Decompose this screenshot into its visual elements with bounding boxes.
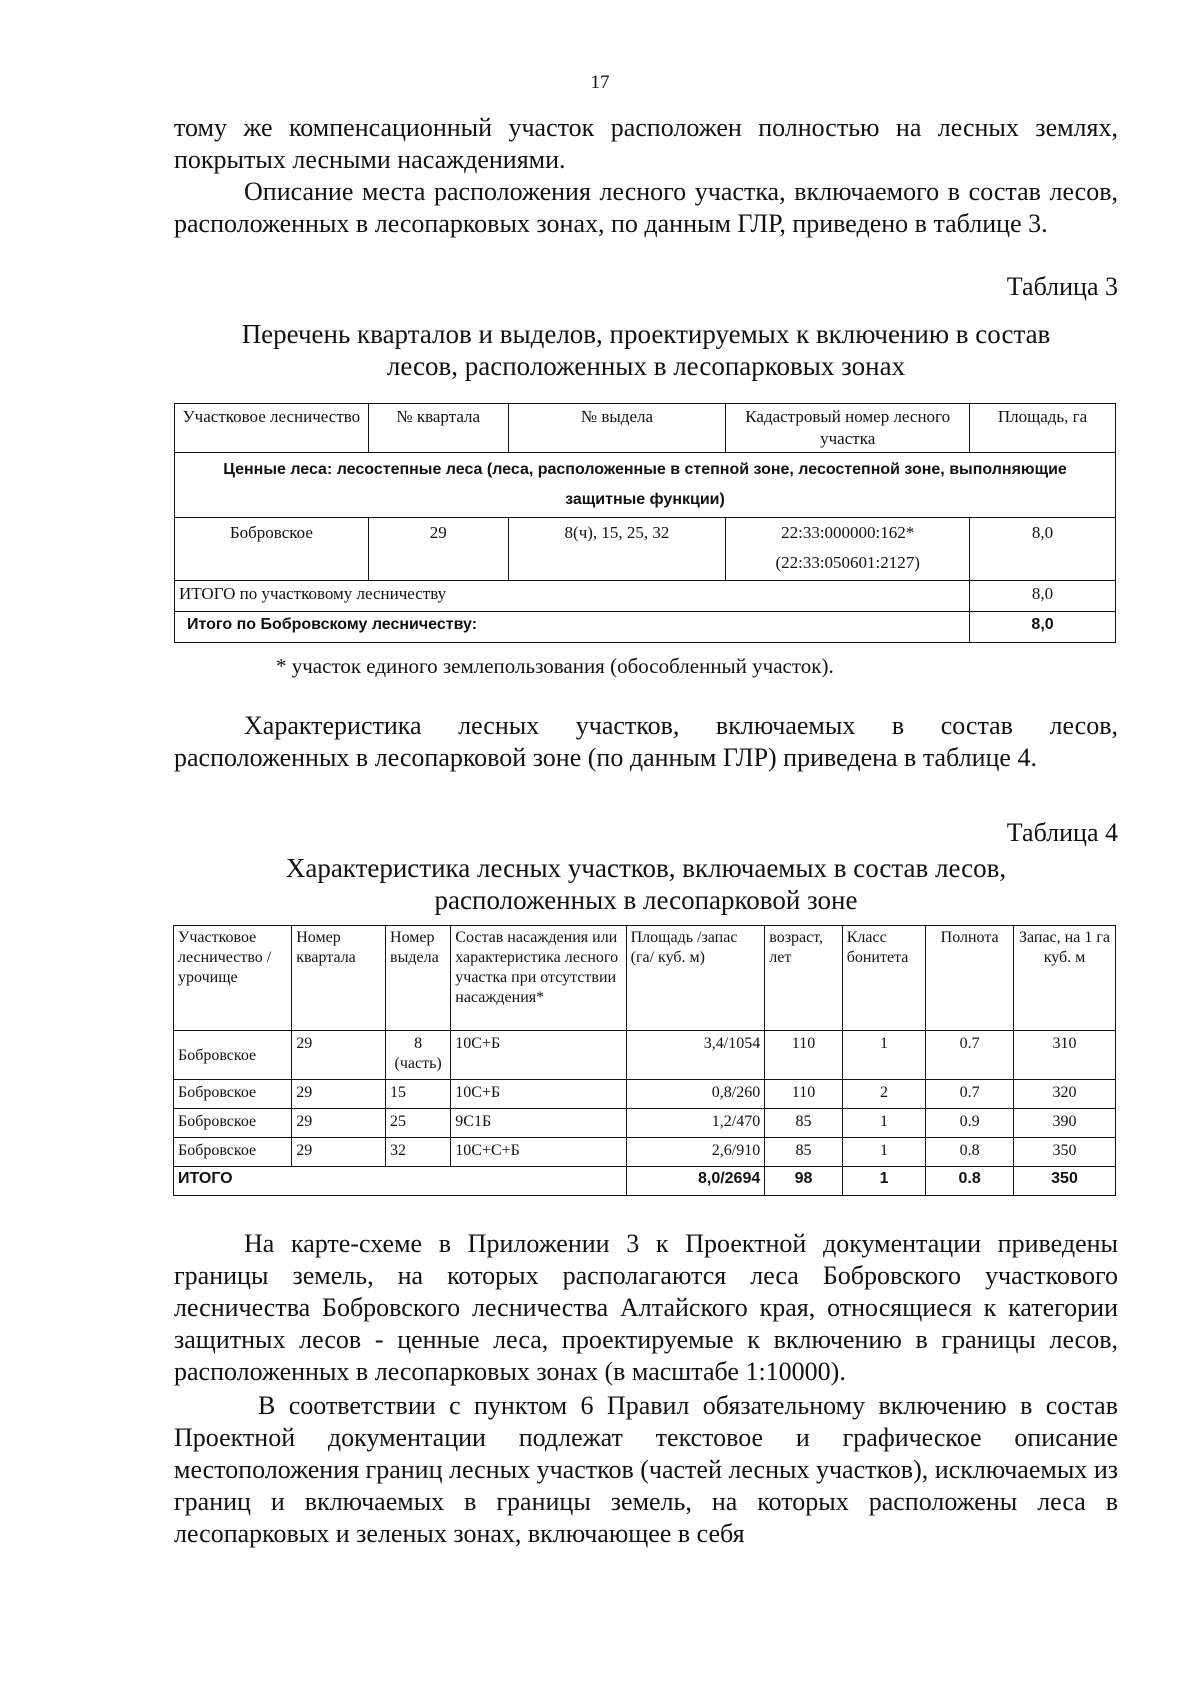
table4-header-cell: Запас, на 1 га куб. м bbox=[1013, 926, 1115, 1031]
table4-total-area-stock: 8,0/2694 bbox=[626, 1167, 765, 1196]
table4-cell-composition: 10С+Б bbox=[451, 1031, 626, 1080]
table4-cell-stock-ha: 350 bbox=[1013, 1138, 1115, 1167]
table-4 bbox=[173, 925, 1116, 1196]
table3-cell-quarter: 29 bbox=[368, 518, 508, 581]
table4-title-line1: Характеристика лесных участков, включаемых в состав лесов, bbox=[285, 853, 1007, 883]
table3-cell-area: 8,0 bbox=[970, 518, 1116, 581]
table4-title-line2: расположенных в лесопарковой зоне bbox=[434, 885, 858, 915]
table4-cell-age: 85 bbox=[765, 1138, 842, 1167]
page-number: 17 bbox=[590, 72, 610, 93]
table3-subtotal-value: 8,0 bbox=[970, 581, 1116, 612]
table4-cell-quarter: 29 bbox=[292, 1138, 386, 1167]
table-row bbox=[174, 1031, 1116, 1080]
table4-cell-composition: 10С+С+Б bbox=[451, 1138, 626, 1167]
table4-header-cell: возраст, лет bbox=[765, 926, 842, 1031]
table4-cell-composition: 9С1Б bbox=[451, 1109, 626, 1138]
table4-total-row bbox=[174, 1167, 1116, 1196]
table4-header-cell: Номер квартала bbox=[292, 926, 386, 1031]
table4-cell-area-stock: 0,8/260 bbox=[626, 1080, 765, 1109]
table4-cell-stock-ha: 390 bbox=[1013, 1109, 1115, 1138]
table4-cell-area-stock: 3,4/1054 bbox=[626, 1031, 765, 1080]
paragraph-5: В соответствии с пунктом 6 Правил обязательному включению в состав Проектной документации подлежат текстовое и графическое описание местоположения границ лесных участков (частей лесных участков), исключаемых из границ и включаемых в границы земель, на которых расположены леса в лесопарковых и зеленых зонах, включающее в себя bbox=[174, 1391, 1118, 1548]
table4-header-cell: Полнота bbox=[926, 926, 1014, 1031]
table4-header-cell: Площадь /запас (га/ куб. м) bbox=[626, 926, 765, 1031]
table4-header-cell: Класс бонитета bbox=[842, 926, 926, 1031]
table4-cell-class: 1 bbox=[842, 1109, 926, 1138]
table3-total-row bbox=[175, 612, 1116, 643]
table3-cell-allotments: 8(ч), 15, 25, 32 bbox=[508, 518, 726, 581]
table4-total-density: 0.8 bbox=[926, 1167, 1014, 1196]
table-row bbox=[174, 1080, 1116, 1109]
table4-cell-density: 0.8 bbox=[926, 1138, 1014, 1167]
table3-section-title: Ценные леса: лесостепные леса (леса, расположенные в степной зоне, лесостепной зоне, выполняющие защитные функции) bbox=[175, 453, 1116, 518]
table4-cell-forestry: Бобровское bbox=[174, 1080, 292, 1109]
table3-footnote: * участок единого землепользования (обособленный участок). bbox=[276, 654, 834, 678]
table4-cell-class: 1 bbox=[842, 1138, 926, 1167]
table4-cell-allot: 25 bbox=[386, 1109, 451, 1138]
table4-total-stock-ha: 350 bbox=[1013, 1167, 1115, 1196]
table3-total-value: 8,0 bbox=[970, 612, 1116, 643]
table4-total-class: 1 bbox=[842, 1167, 926, 1196]
table4-cell-area-stock: 1,2/470 bbox=[626, 1109, 765, 1138]
table-row bbox=[174, 1109, 1116, 1138]
table3-header-row bbox=[175, 404, 1116, 453]
table4-cell-stock-ha: 310 bbox=[1013, 1031, 1115, 1080]
table4-cell-allot: 32 bbox=[386, 1138, 451, 1167]
table4-cell-allot: 15 bbox=[386, 1080, 451, 1109]
table4-cell-density: 0.9 bbox=[926, 1109, 1014, 1138]
table4-cell-density: 0.7 bbox=[926, 1080, 1014, 1109]
table3-section-row bbox=[175, 453, 1116, 518]
table4-cell-density: 0.7 bbox=[926, 1031, 1014, 1080]
table4-cell-class: 2 bbox=[842, 1080, 926, 1109]
table-row bbox=[174, 1138, 1116, 1167]
table4-total-label: ИТОГО bbox=[174, 1167, 627, 1196]
table4-cell-class: 1 bbox=[842, 1031, 926, 1080]
paragraph-3: Характеристика лесных участков, включаемых в состав лесов, расположенных в лесопарковой зоне (по данным ГЛР) приведена в таблице 4. bbox=[174, 711, 1118, 772]
table-3 bbox=[174, 403, 1116, 643]
table3-subtotal-row bbox=[175, 581, 1116, 612]
table3-subtotal-label: ИТОГО по участковому лесничеству bbox=[175, 581, 970, 612]
table3-header-cell: Площадь, га bbox=[970, 404, 1116, 453]
paragraph-2: Описание места расположения лесного участка, включаемого в состав лесов, расположенных в лесопарковых зонах, по данным ГЛР, приведено в таблице 3. bbox=[174, 177, 1118, 238]
table4-header-cell: Номер выдела bbox=[386, 926, 451, 1031]
table4-cell-age: 85 bbox=[765, 1109, 842, 1138]
table4-label: Таблица 4 bbox=[1006, 818, 1118, 847]
table4-header-row bbox=[174, 926, 1116, 1031]
table4-cell-area-stock: 2,6/910 bbox=[626, 1138, 765, 1167]
table4-cell-forestry: Бобровское bbox=[174, 1138, 292, 1167]
table4-cell-quarter: 29 bbox=[292, 1031, 386, 1080]
table4-cell-quarter: 29 bbox=[292, 1080, 386, 1109]
paragraph-1: тому же компенсационный участок расположен полностью на лесных землях, покрытых лесными насаждениями. bbox=[174, 113, 1118, 174]
table3-header-cell: Кадастровый номер лесного участка bbox=[726, 404, 970, 453]
table4-header-cell: Участковое лесничество /урочище bbox=[174, 926, 292, 1031]
table4-cell-composition: 10С+Б bbox=[451, 1080, 626, 1109]
table4-cell-age: 110 bbox=[765, 1080, 842, 1109]
table3-cell-cadastral bbox=[726, 518, 970, 581]
table4-cell-allot: 8 (часть) bbox=[386, 1031, 451, 1080]
table3-title-line1: Перечень кварталов и выделов, проектируемых к включению в состав bbox=[241, 319, 1051, 349]
table3-header-cell: № квартала bbox=[368, 404, 508, 453]
table4-cell-stock-ha: 320 bbox=[1013, 1080, 1115, 1109]
table-row bbox=[175, 518, 1116, 581]
table3-total-label: Итого по Бобровскому лесничеству: bbox=[175, 612, 970, 643]
table4-cell-forestry: Бобровское bbox=[174, 1031, 292, 1080]
table4-header-cell: Состав насаждения или характеристика лесного участка при отсутствии насаждения* bbox=[451, 926, 626, 1031]
table3-cadastral-sub: (22:33:050601:2127) bbox=[775, 553, 920, 572]
table4-cell-forestry: Бобровское bbox=[174, 1109, 292, 1138]
table3-title-line2: лесов, расположенных в лесопарковых зонах bbox=[386, 351, 906, 381]
table3-cell-forestry: Бобровское bbox=[175, 518, 369, 581]
table4-cell-quarter: 29 bbox=[292, 1109, 386, 1138]
paragraph-4: На карте-схеме в Приложении 3 к Проектной документации приведены границы земель, на которых располагаются леса Бобровского участкового лесничества Бобровского лесничества Алтайского края, относящиеся к категории защитных лесов - ценные леса, проектируемые к включению в границы лесов, расположенных в лесопарковых зонах (в масштабе 1:10000). bbox=[174, 1229, 1118, 1386]
table3-header-cell: Участковое лесничество bbox=[175, 404, 369, 453]
table4-cell-age: 110 bbox=[765, 1031, 842, 1080]
table4-total-age: 98 bbox=[765, 1167, 842, 1196]
table3-header-cell: № выдела bbox=[508, 404, 726, 453]
table3-cadastral-number: 22:33:000000:162* bbox=[781, 523, 915, 542]
table3-label: Таблица 3 bbox=[1006, 272, 1118, 301]
